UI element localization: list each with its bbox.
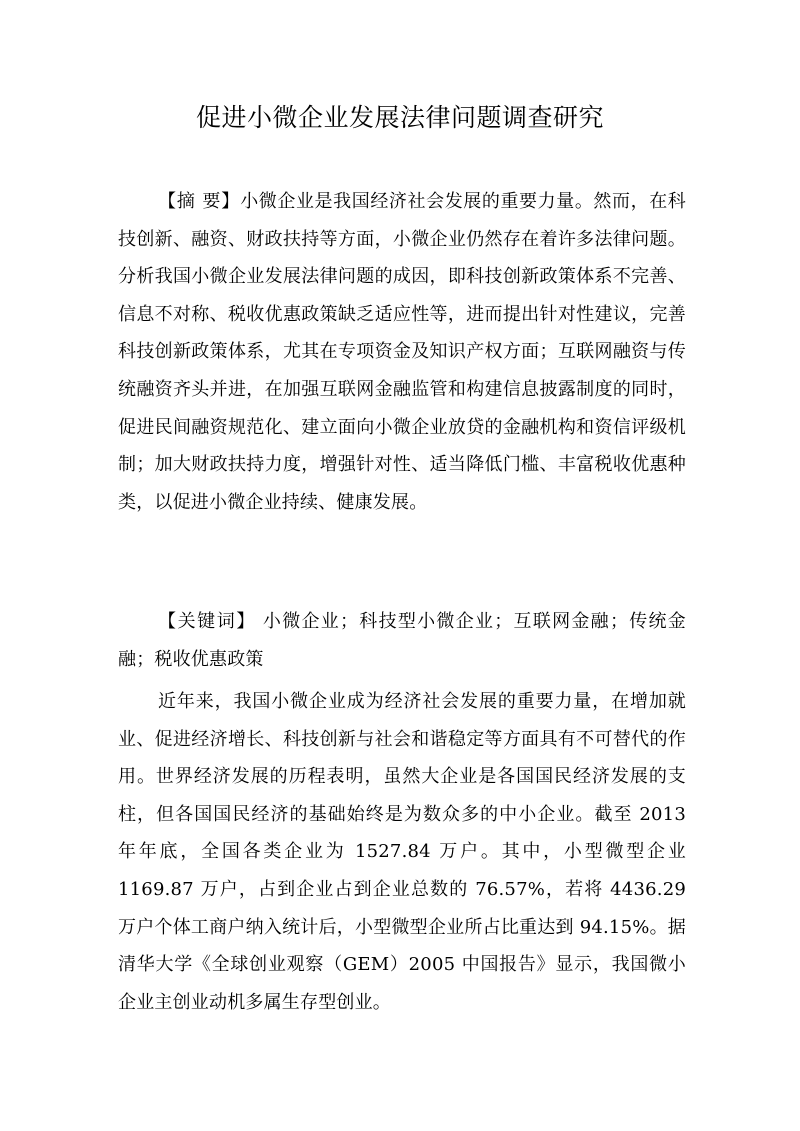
keywords-label: 【关键词】 [158, 611, 256, 632]
keywords-text: 小微企业；科技型小微企业；互联网金融；传统金融；税收优惠政策 [118, 611, 686, 670]
abstract-label: 【摘 要】 [158, 191, 241, 212]
keywords-paragraph [118, 603, 686, 678]
abstract-paragraph [118, 183, 686, 521]
abstract-text: 小微企业是我国经济社会发展的重要力量。然而，在科技创新、融资、财政扶持等方面，小微企业仍然存在着许多法律问题。分析我国小微企业发展法律问题的成因，即科技创新政策体系不完善、信息不对称、税收优惠政策缺乏适应性等，进而提出针对性建议，完善科技创新政策体系，尤其在专项资金及知识产权方面；互联网融资与传统融资齐头并进，在加强互联网金融监管和构建信息披露制度的同时，促进民间融资规范化、建立面向小微企业放贷的金融机构和资信评级机制；加大财政扶持力度，增强针对性、适当降低门槛、丰富税收优惠种类，以促进小微企业持续、健康发展。 [118, 191, 686, 513]
document-title: 促进小微企业发展法律问题调查研究 [195, 103, 604, 132]
intro-paragraph: 近年来，我国小微企业成为经济社会发展的重要力量，在增加就业、促进经济增长、科技创新与社会和谐稳定等方面具有不可替代的作用。世界经济发展的历程表明，虽然大企业是各国国民经济发展的支柱，但各国国民经济的基础始终是为数众多的中小企业。截至 2013 年年底，全国各类企业为 1527.84 万户。其中，小型微型企业 1169.87 万户，占到企业占到企业总数的 76.57%，若将 4436.29 万户个体工商户纳入统计后，小型微型企业所占比重达到 94.15%。据清华大学《全球创业观察（GEM）2005 中国报告》显示，我国微小企业主创业动机多属生存型创业。 [118, 691, 686, 1013]
